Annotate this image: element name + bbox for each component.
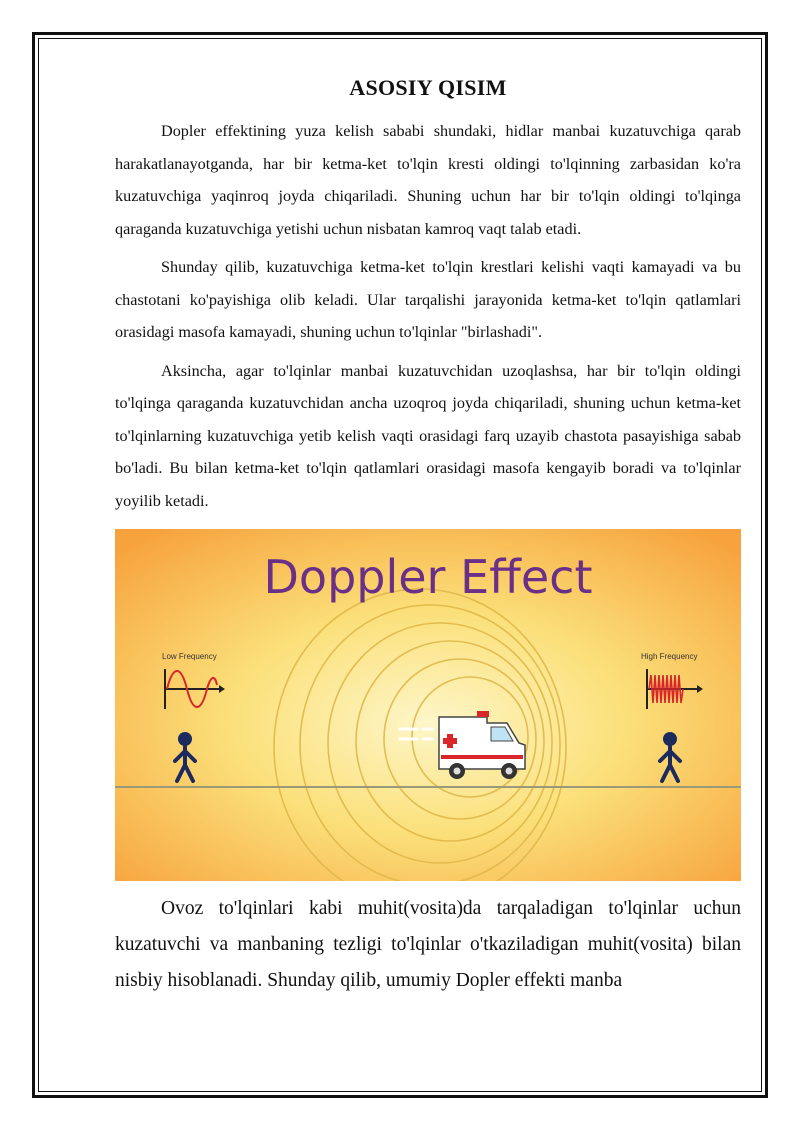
paragraph-4: Ovoz to'lqinlari kabi muhit(vosita)da tarqaladigan to'lqinlar uchun kuzatuvchi va manbaning tezligi to'lqinlar o'tkaziladigan muhit(vosita) bilan nisbiy hisoblanadi. Shunday qilib, umumiy Dopler effekti manba: [115, 898, 741, 991]
high-frequency-label: High Frequency: [641, 652, 698, 661]
page-content: [115, 75, 741, 999]
paragraph-2: Shunday qilib, kuzatuvchiga ketma-ket to'lqin krestlari kelishi vaqti kamayadi va bu chastotani ko'payishiga olib keladi. Ular tarqalishi jarayonida ketma-ket to'lqin qatlamlari orasidagi masofa kamayadi, shuning uchun to'lqinlar "birlashadi".: [115, 258, 741, 341]
figure-title: Doppler Effect: [263, 550, 593, 604]
paragraph-3: Aksincha, agar to'lqinlar manbai kuzatuvchidan uzoqlashsa, har bir to'lqin oldingi to'lqinga qaraganda kuzatuvchidan ancha uzoqroq joyda chiqariladi, shuning uchun ketma-ket to'lqinlarning kuzatuvchiga yetib kelish vaqti orasidagi farq uzayib chastota pasayishiga sabab bo'ladi. Bu bilan ketma-ket to'lqin qatlamlari orasidagi masofa kengayib boradi va to'lqinlar yoyilib ketadi.: [115, 361, 741, 510]
paragraph-1: Dopler effektining yuza kelish sababi shundaki, hidlar manbai kuzatuvchiga qarab harakatlanayotganda, har bir ketma-ket to'lqin kresti oldingi to'lqinning zarbasidan ko'ra kuzatuvchiga yaqinroq joyda chiqariladi. Shuning uchun har bir to'lqin oldingi to'lqinga qaraganda kuzatuvchiga yetishi uchun nisbatan kamroq vaqt talab etadi.: [115, 122, 741, 238]
low-frequency-label: Low Frequency: [162, 652, 217, 661]
doppler-effect-illustration: [115, 529, 741, 881]
section-heading: ASOSIY QISIM: [349, 75, 507, 100]
